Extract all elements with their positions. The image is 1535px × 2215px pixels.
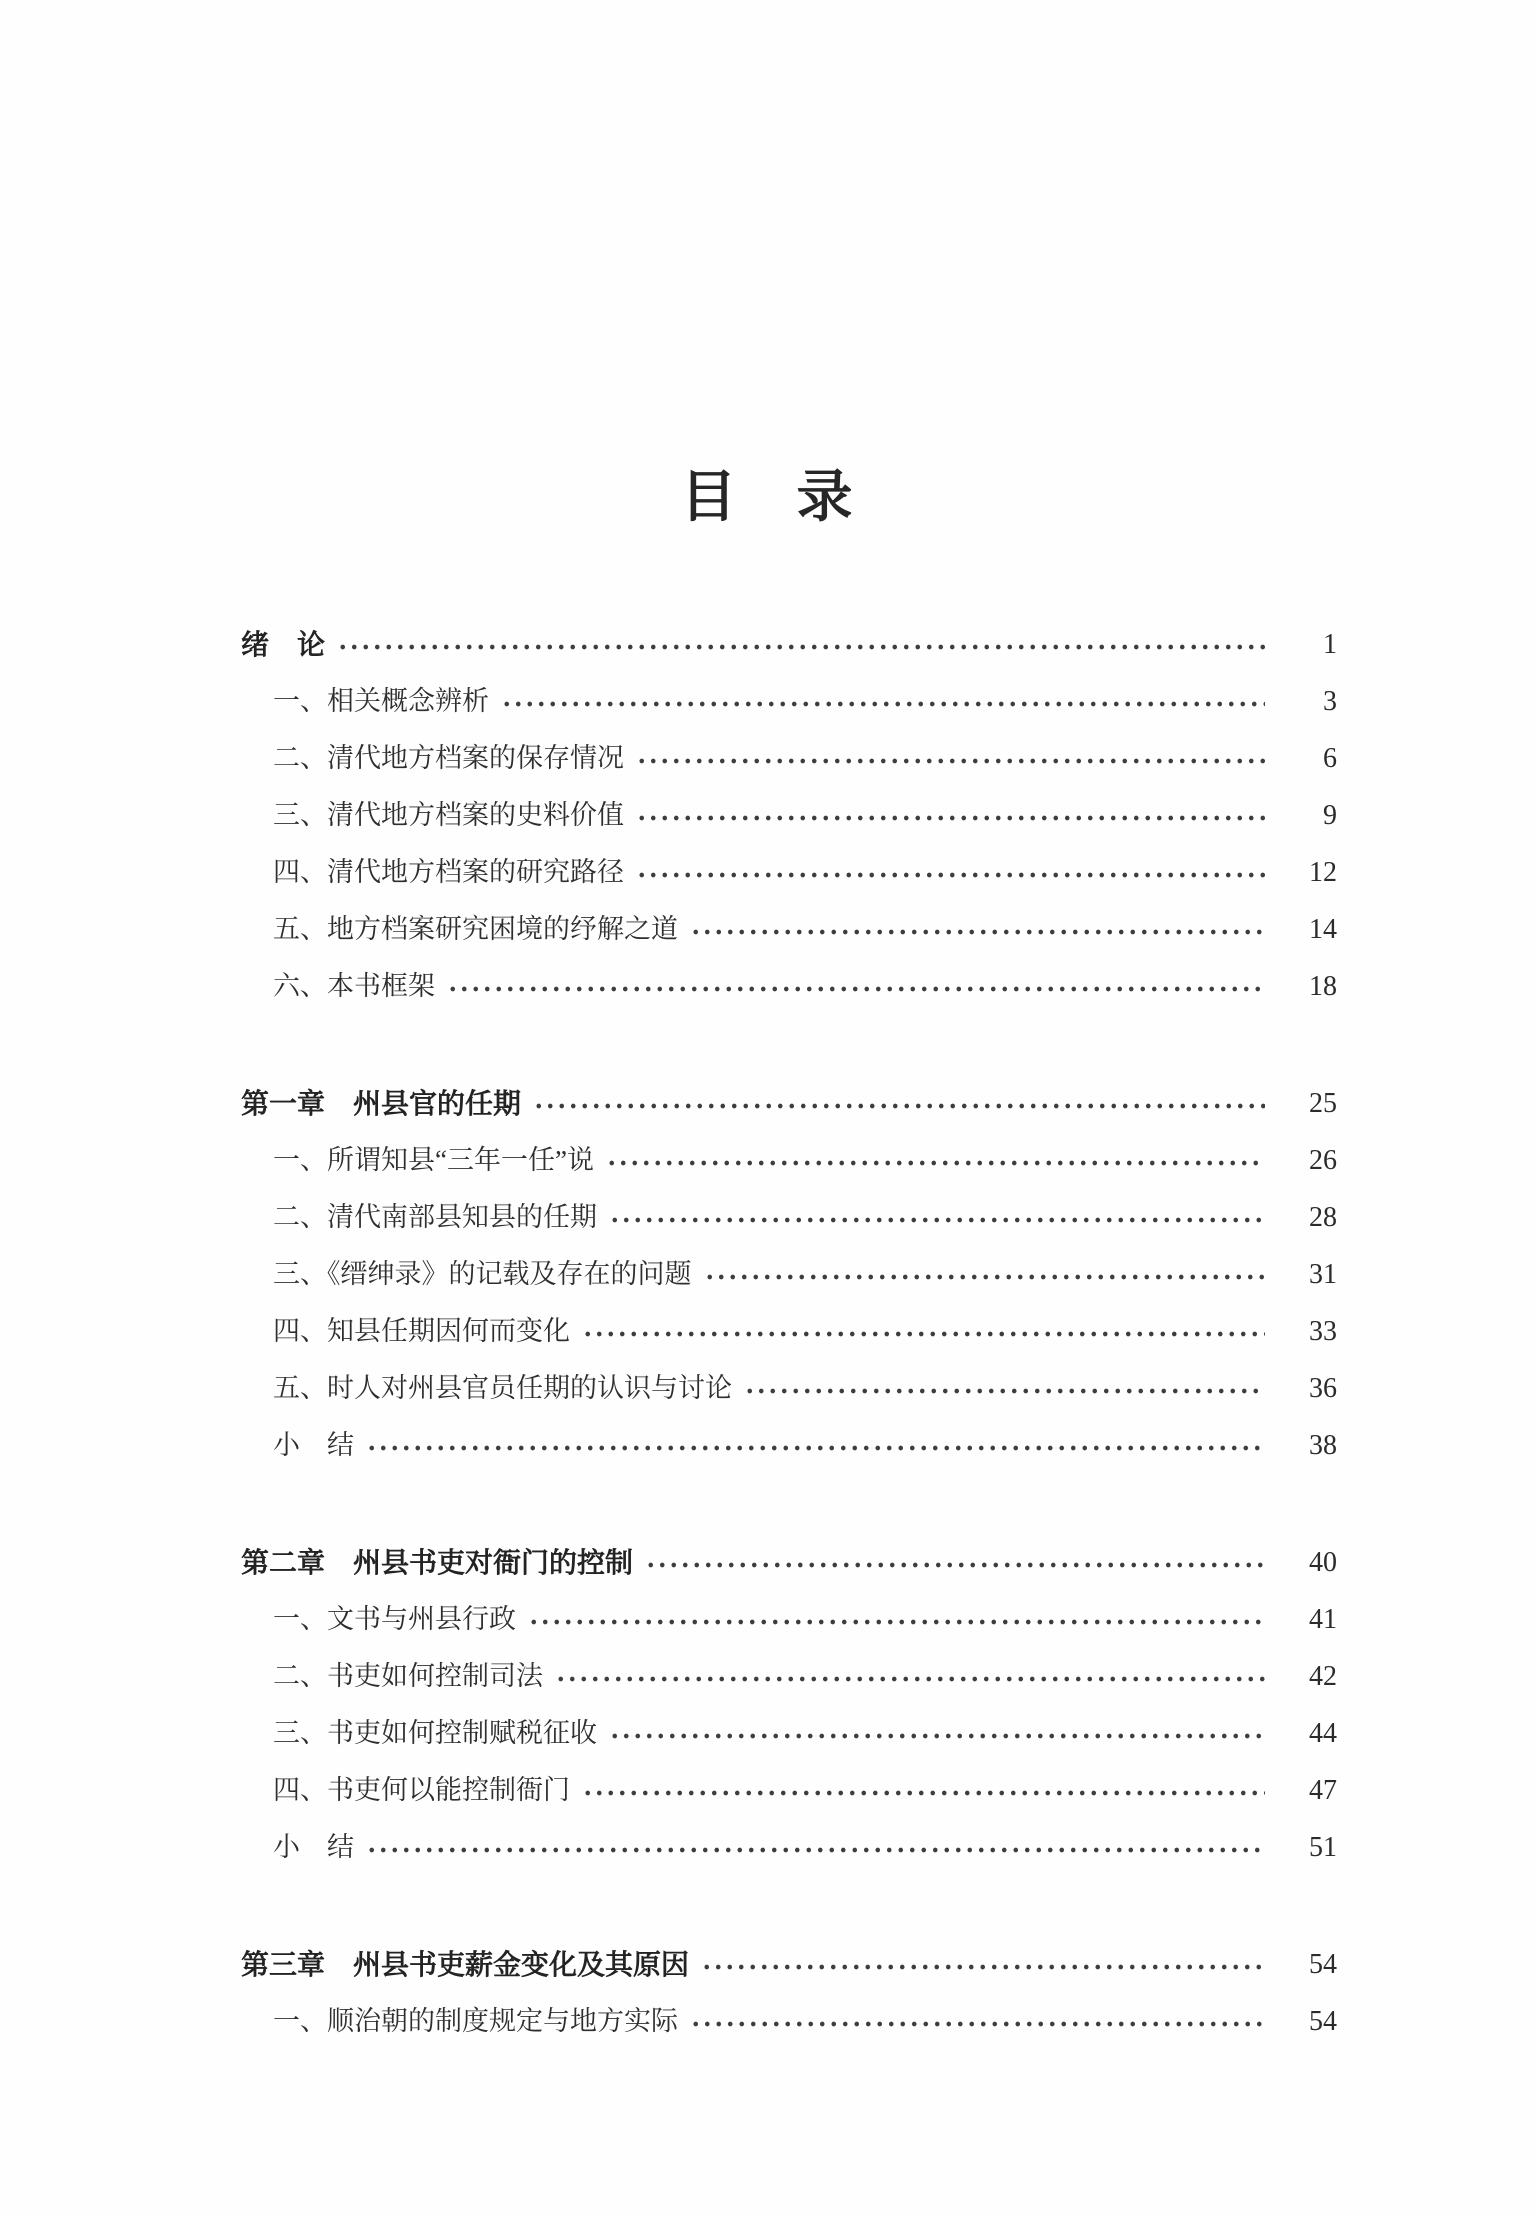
toc-entry-label: 一、文书与州县行政 bbox=[273, 1604, 516, 1634]
toc-chapter-heading bbox=[241, 1534, 1337, 1591]
toc-entry bbox=[241, 1993, 1337, 2050]
toc-section-1 bbox=[241, 616, 1337, 1015]
toc-entry-label: 四、清代地方档案的研究路径 bbox=[273, 857, 624, 887]
toc-entry-page: 38 bbox=[1309, 1430, 1337, 1461]
toc-entry-label: 二、清代地方档案的保存情况 bbox=[273, 743, 624, 773]
page-title: 目 录 bbox=[680, 467, 855, 529]
toc-chapter-heading bbox=[241, 1936, 1337, 1993]
toc-section-2 bbox=[241, 1075, 1337, 1474]
dot-leader bbox=[699, 1936, 1265, 1993]
dot-leader bbox=[335, 616, 1265, 673]
toc-entry-label: 一、所谓知县“三年一任”说 bbox=[273, 1145, 594, 1175]
dot-leader bbox=[604, 1132, 1265, 1189]
toc-entry bbox=[241, 673, 1337, 730]
toc-entry-label: 五、时人对州县官员任期的认识与讨论 bbox=[273, 1373, 732, 1403]
toc-entry bbox=[241, 1360, 1337, 1417]
toc-entry-page: 41 bbox=[1309, 1604, 1337, 1635]
toc-entry-page: 26 bbox=[1309, 1145, 1337, 1176]
toc-entry-page: 47 bbox=[1309, 1775, 1337, 1806]
toc-entry-page: 33 bbox=[1309, 1316, 1337, 1347]
toc-entry-page: 1 bbox=[1323, 629, 1337, 660]
toc-entry bbox=[241, 730, 1337, 787]
toc-entry-page: 6 bbox=[1323, 743, 1337, 774]
dot-leader bbox=[526, 1591, 1265, 1648]
toc-entry-page: 51 bbox=[1309, 1832, 1337, 1863]
dot-leader bbox=[702, 1246, 1266, 1303]
dot-leader bbox=[364, 1819, 1265, 1876]
toc-section-3 bbox=[241, 1534, 1337, 1876]
dot-leader bbox=[643, 1534, 1265, 1591]
toc-chapter-heading bbox=[241, 616, 1337, 673]
toc-entry-label: 三、书吏如何控制赋税征收 bbox=[273, 1718, 597, 1748]
toc-entry-label: 二、清代南部县知县的任期 bbox=[273, 1202, 597, 1232]
dot-leader bbox=[580, 1762, 1265, 1819]
toc-entry bbox=[241, 1417, 1337, 1474]
toc-entry-page: 31 bbox=[1309, 1259, 1337, 1290]
dot-leader bbox=[445, 958, 1265, 1015]
toc-entry-label: 六、本书框架 bbox=[273, 971, 435, 1001]
toc-entry bbox=[241, 1648, 1337, 1705]
dot-leader bbox=[607, 1189, 1265, 1246]
toc-entry bbox=[241, 958, 1337, 1015]
toc-entry-page: 40 bbox=[1309, 1547, 1337, 1578]
dot-leader bbox=[580, 1303, 1265, 1360]
toc-entry bbox=[241, 1132, 1337, 1189]
toc-chapter-heading bbox=[241, 1075, 1337, 1132]
toc-entry-page: 36 bbox=[1309, 1373, 1337, 1404]
toc-entry-label: 绪 论 bbox=[241, 629, 326, 660]
toc-entry-page: 18 bbox=[1309, 971, 1337, 1002]
toc-entry-label: 小 结 bbox=[273, 1430, 354, 1460]
toc-entry-label: 第三章 州县书吏薪金变化及其原因 bbox=[241, 1949, 690, 1980]
toc-entry bbox=[241, 1819, 1337, 1876]
toc-entry-label: 四、书吏何以能控制衙门 bbox=[273, 1775, 570, 1805]
toc-entry-label: 一、相关概念辨析 bbox=[273, 686, 489, 716]
dot-leader bbox=[531, 1075, 1265, 1132]
toc-entry bbox=[241, 844, 1337, 901]
dot-leader bbox=[607, 1705, 1265, 1762]
toc-entry-label: 五、地方档案研究困境的纾解之道 bbox=[273, 914, 678, 944]
toc-entry-label: 三、清代地方档案的史料价值 bbox=[273, 800, 624, 830]
toc-entry-page: 42 bbox=[1309, 1661, 1337, 1692]
toc-entry-label: 一、顺治朝的制度规定与地方实际 bbox=[273, 2006, 678, 2036]
toc-entry bbox=[241, 1189, 1337, 1246]
toc-entry-page: 12 bbox=[1309, 857, 1337, 888]
toc-entry-label: 三、《缙绅录》的记载及存在的问题 bbox=[273, 1259, 692, 1289]
toc-entry-page: 28 bbox=[1309, 1202, 1337, 1233]
toc-entry-label: 四、知县任期因何而变化 bbox=[273, 1316, 570, 1346]
toc-entry bbox=[241, 1303, 1337, 1360]
toc-entry-page: 14 bbox=[1309, 914, 1337, 945]
toc-entry-label: 二、书吏如何控制司法 bbox=[273, 1661, 543, 1691]
dot-leader bbox=[364, 1417, 1265, 1474]
toc-entry bbox=[241, 1705, 1337, 1762]
toc-section-4 bbox=[241, 1936, 1337, 2050]
toc-entry-page: 54 bbox=[1309, 2006, 1337, 2037]
toc-entry bbox=[241, 1591, 1337, 1648]
toc-entry-page: 3 bbox=[1323, 686, 1337, 717]
dot-leader bbox=[742, 1360, 1265, 1417]
toc-entry-page: 54 bbox=[1309, 1949, 1337, 1980]
toc-entry-label: 第一章 州县官的任期 bbox=[241, 1088, 522, 1119]
toc-entry-label: 小 结 bbox=[273, 1832, 354, 1862]
toc-entry bbox=[241, 901, 1337, 958]
toc-entry bbox=[241, 787, 1337, 844]
toc-entry-page: 25 bbox=[1309, 1088, 1337, 1119]
dot-leader bbox=[634, 787, 1265, 844]
dot-leader bbox=[553, 1648, 1265, 1705]
toc-entry-label: 第二章 州县书吏对衙门的控制 bbox=[241, 1547, 634, 1578]
dot-leader bbox=[688, 1993, 1265, 2050]
toc-entry-page: 9 bbox=[1323, 800, 1337, 831]
toc-entry bbox=[241, 1246, 1337, 1303]
dot-leader bbox=[499, 673, 1265, 730]
toc-entry-page: 44 bbox=[1309, 1718, 1337, 1749]
toc bbox=[241, 616, 1337, 2050]
dot-leader bbox=[688, 901, 1265, 958]
dot-leader bbox=[634, 844, 1265, 901]
dot-leader bbox=[634, 730, 1265, 787]
toc-entry bbox=[241, 1762, 1337, 1819]
